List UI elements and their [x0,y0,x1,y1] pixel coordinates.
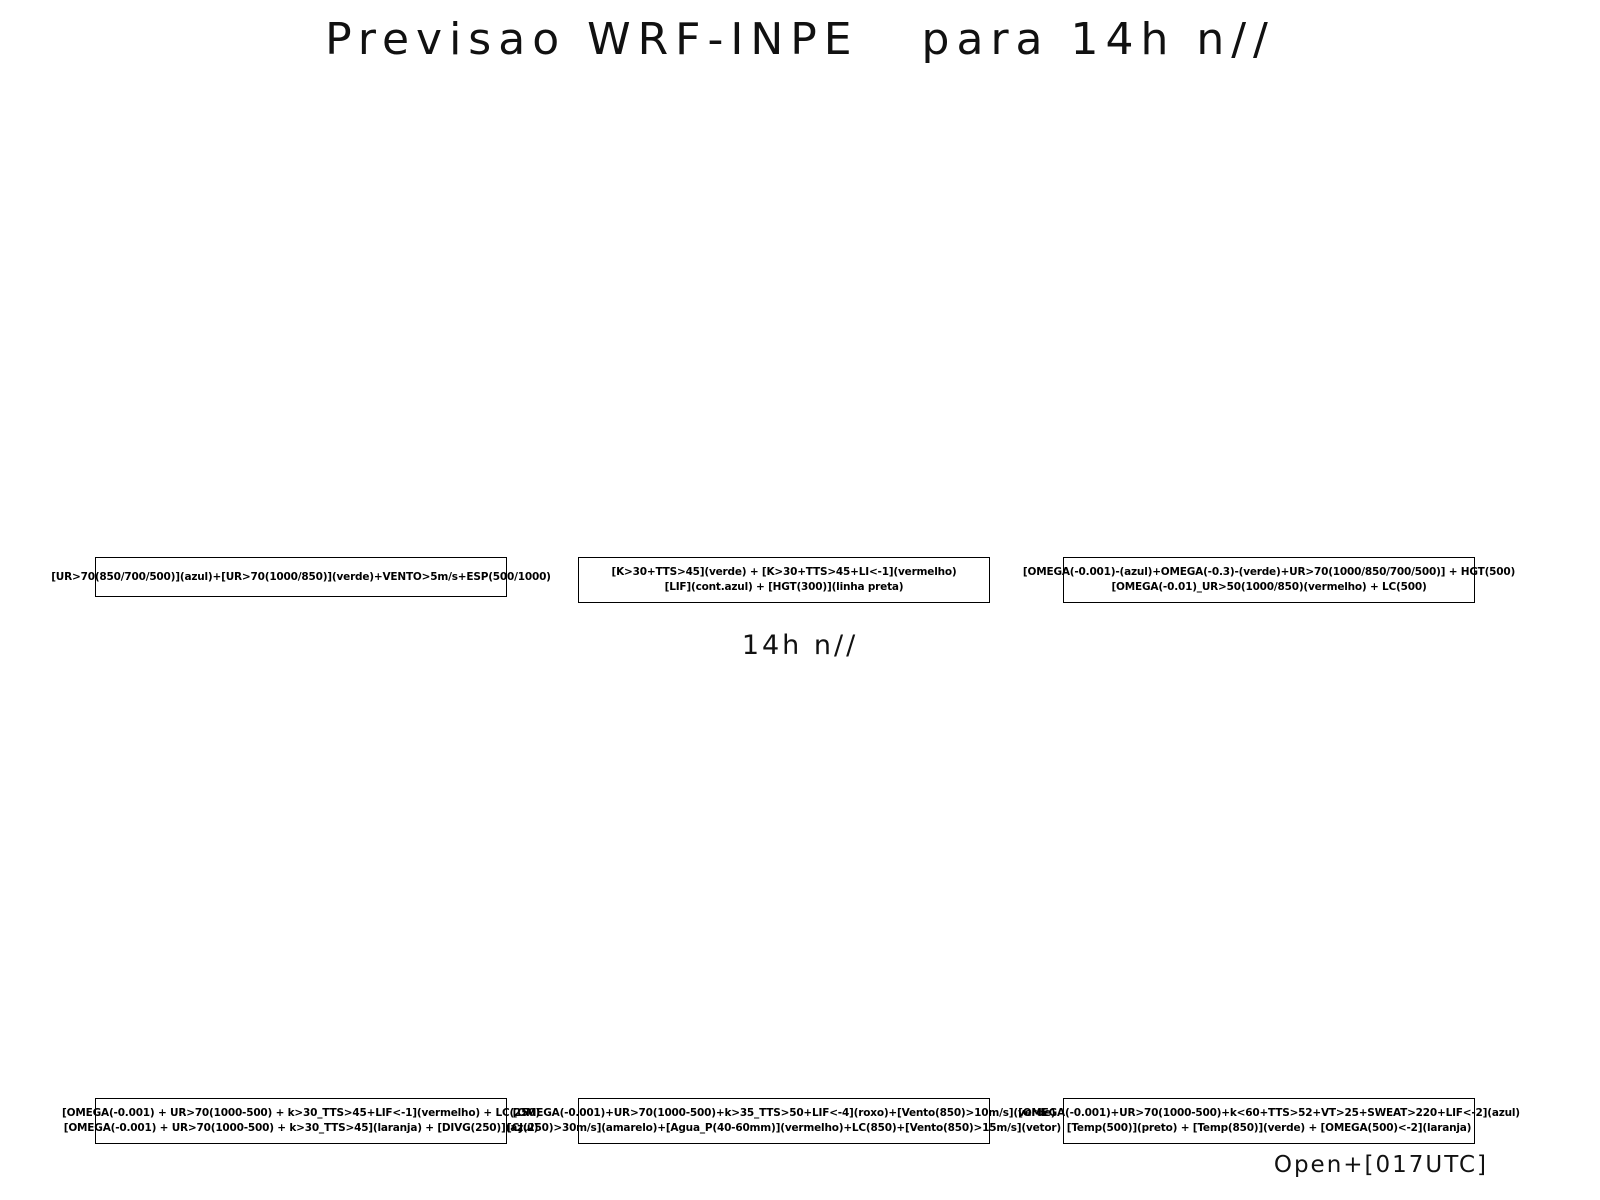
legend-line: [OMEGA(-0.001)+UR>70(1000-500)+k<60+TTS>52+VT>25+SWEAT>220+LIF<-2](azul) [1018,1107,1520,1119]
legend-line: [LIF](cont.azul) + [HGT(300)](linha preta) [664,581,904,593]
legend-line: [OMEGA(-0.01)_UR>50(1000/850)(vermelho) + LC(500) [1111,581,1427,593]
map-panel-top-center [578,110,990,550]
legend-line: [OMEGA(-0.001) + UR>70(1000-500) + k>30_TTS>45](laranja) + [DIVG(250)](azul) [63,1122,539,1134]
map-panel-bottom-right [1063,670,1475,1090]
legend-line: [OMEGA(-0.001)-(azul)+OMEGA(-0.3)-(verde)+UR>70(1000/850/700/500)] + HGT(500) [1022,566,1516,578]
legend-box-bottom-left [62,1098,540,1144]
legend-box-top-right [1022,557,1516,603]
legend-line: [Temp(500)](preto) + [Temp(850)](verde) + [OMEGA(500)<-2](laranja) [1066,1122,1472,1134]
map-panel-bottom-left [95,670,507,1090]
legend-box-top-center [578,557,990,603]
page-title: Previsao WRF-INPE para 14h n// [325,14,1275,65]
forecast-hour-caption: 14h n// [741,630,859,661]
legend-line: [CJ(250)>30m/s](amarelo)+[Agua_P(40-60mm)](vermelho)+LC(850)+[Vento(850)>15m/s](vetor) [507,1122,1061,1134]
legend-box-top-left [51,557,551,597]
legend-line: [OMEGA(-0.001)+UR>70(1000-500)+k>35_TTS>50+LIF<-4](roxo)+[Vento(850)>10m/s](verde) [512,1107,1056,1119]
legend-line: [OMEGA(-0.001) + UR>70(1000-500) + k>30_TTS>45+LIF<-1](vermelho) + LC(250) [62,1107,540,1119]
legend-line: [K>30+TTS>45](verde) + [K>30+TTS>45+LI<-1](vermelho) [611,566,957,578]
legend-box-bottom-center [507,1098,1061,1144]
map-panel-bottom-center [578,670,990,1090]
map-panel-top-left [95,110,507,550]
timestamp-stamp: Open+[017UTC] [1273,1152,1488,1178]
map-panel-top-right [1063,110,1475,550]
legend-line: [UR>70(850/700/500)](azul)+[UR>70(1000/850)](verde)+VENTO>5m/s+ESP(500/1000) [51,570,551,583]
legend-box-bottom-right [1018,1098,1520,1144]
